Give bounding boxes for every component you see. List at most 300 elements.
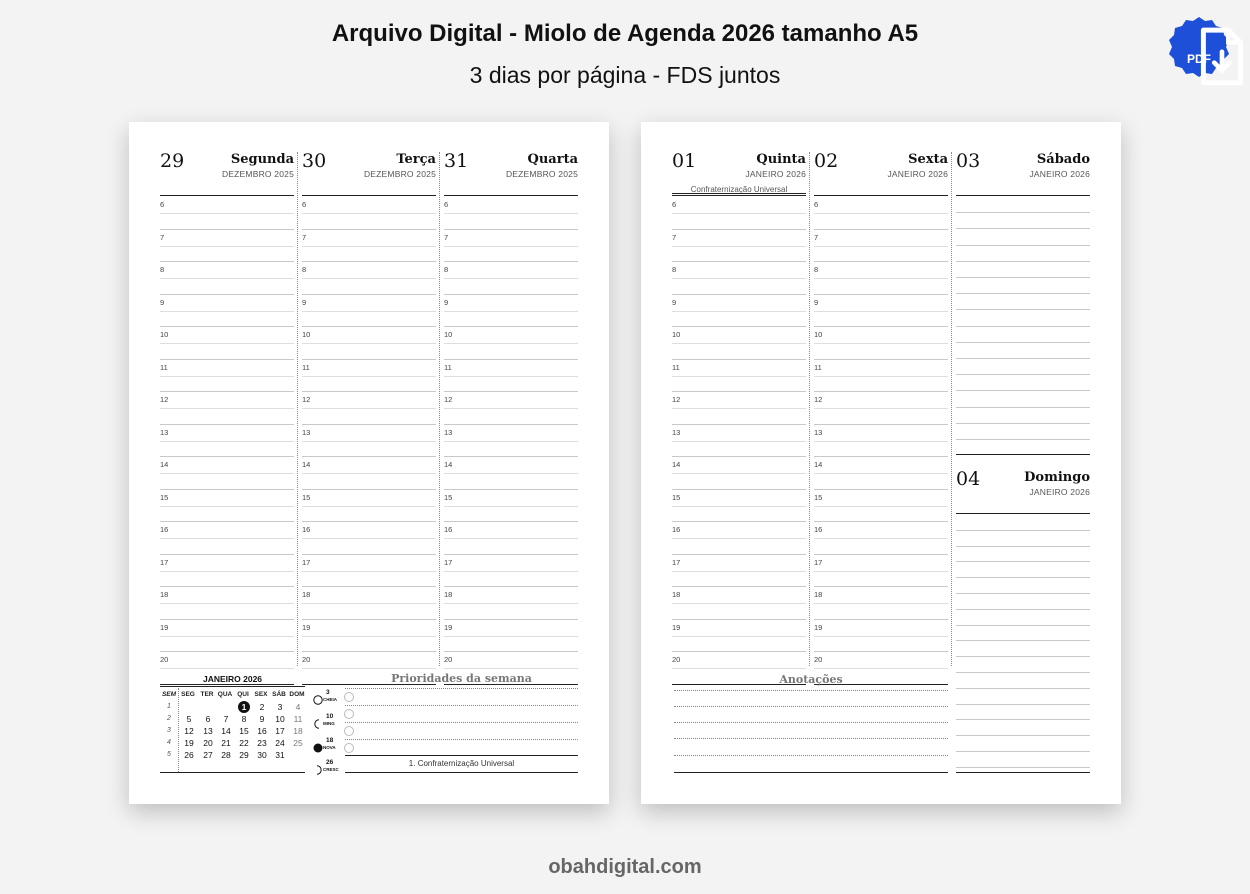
moon-day: 18 <box>326 737 334 744</box>
note-line[interactable] <box>956 640 1090 641</box>
hour-label: 20 <box>302 655 311 664</box>
half-hour-line <box>814 668 948 669</box>
hour-slot[interactable] <box>444 587 578 620</box>
hour-slot[interactable] <box>814 490 948 523</box>
hour-label: 15 <box>302 492 311 502</box>
half-hour-line <box>302 571 436 572</box>
hour-label: 19 <box>302 622 311 632</box>
day-column <box>814 122 948 682</box>
hour-slot[interactable] <box>444 555 578 588</box>
calendar-day[interactable]: 8 <box>241 714 247 724</box>
half-hour-line <box>160 538 294 539</box>
day-header <box>302 150 436 196</box>
half-hour-line <box>302 408 436 409</box>
hour-label: 10 <box>444 330 453 339</box>
hour-slot[interactable] <box>444 457 578 490</box>
hour-slot[interactable] <box>444 262 578 295</box>
month-label: DEZEMBRO 2025 <box>505 169 578 179</box>
note-line[interactable] <box>956 546 1090 547</box>
hour-slot[interactable] <box>672 587 806 620</box>
half-hour-line <box>302 376 436 377</box>
half-hour-line <box>160 636 294 637</box>
half-hour-line <box>444 278 578 279</box>
calendar-day[interactable]: 12 <box>184 726 194 736</box>
hour-label: 7 <box>444 232 449 242</box>
hour-slot[interactable] <box>160 457 294 490</box>
day-number: 30 <box>302 150 327 172</box>
day-number: 02 <box>814 150 839 172</box>
holiday-rule <box>672 193 806 194</box>
hour-label: 15 <box>444 492 453 502</box>
half-hour-line <box>302 603 436 604</box>
hour-slot[interactable] <box>302 197 436 230</box>
hour-label: 15 <box>160 492 169 502</box>
note-line[interactable] <box>956 342 1090 343</box>
half-hour-line <box>444 668 578 669</box>
note-line[interactable] <box>956 358 1090 359</box>
hour-slot[interactable] <box>302 392 436 425</box>
hour-label: 6 <box>672 200 677 209</box>
calendar-day[interactable]: 11 <box>293 714 303 724</box>
half-hour-line <box>444 408 578 409</box>
note-line[interactable] <box>956 212 1090 213</box>
half-hour-line <box>160 213 294 214</box>
hour-slot[interactable] <box>160 360 294 393</box>
hour-slot[interactable] <box>814 457 948 490</box>
half-hour-line <box>160 408 294 409</box>
hour-label: 8 <box>160 265 165 274</box>
half-hour-line <box>302 538 436 539</box>
note-line[interactable] <box>956 374 1090 375</box>
calendar-day[interactable]: 4 <box>295 702 301 712</box>
hour-slot[interactable] <box>814 295 948 328</box>
half-hour-line <box>672 278 806 279</box>
moon-label: CHEIA <box>323 697 338 702</box>
hour-label: 8 <box>444 265 449 274</box>
hour-slot[interactable] <box>160 392 294 425</box>
hour-label: 19 <box>814 622 823 632</box>
day-header <box>444 150 578 196</box>
half-hour-line <box>444 506 578 507</box>
hour-label: 9 <box>160 297 165 307</box>
calendar-day[interactable]: 21 <box>221 738 231 748</box>
half-hour-line <box>160 376 294 377</box>
half-hour-line <box>814 441 948 442</box>
calendar-day[interactable]: 19 <box>184 738 194 748</box>
half-hour-line <box>444 538 578 539</box>
hour-label: 15 <box>814 492 823 502</box>
half-hour-line <box>160 441 294 442</box>
hour-slot[interactable] <box>302 457 436 490</box>
calendar-day[interactable]: 23 <box>257 738 267 748</box>
calendar-day[interactable]: 29 <box>239 750 249 760</box>
hour-label: 19 <box>160 622 169 632</box>
calendar-day[interactable]: 2 <box>259 702 265 712</box>
calendar-day[interactable]: 9 <box>259 714 265 724</box>
half-hour-line <box>814 538 948 539</box>
hour-slot[interactable] <box>160 490 294 523</box>
hour-slot[interactable] <box>814 392 948 425</box>
hour-slot[interactable] <box>302 555 436 588</box>
hour-slot[interactable] <box>160 587 294 620</box>
hour-slot[interactable] <box>160 522 294 555</box>
mini-calendar-rule <box>160 686 305 687</box>
moon-day: 10 <box>326 713 334 720</box>
half-hour-line <box>302 343 436 344</box>
half-hour-line <box>302 213 436 214</box>
hour-slot[interactable] <box>160 620 294 653</box>
calendar-day[interactable]: 14 <box>221 726 231 736</box>
hour-label: 14 <box>814 460 823 469</box>
half-hour-line <box>444 213 578 214</box>
hour-slot[interactable] <box>672 360 806 393</box>
calendar-day[interactable]: 1 <box>241 702 247 712</box>
moon-label: CRESC <box>323 767 339 772</box>
waning-moon-icon <box>313 716 323 726</box>
week-number: 2 <box>167 715 171 722</box>
column-divider <box>297 152 298 666</box>
hour-slot[interactable] <box>302 490 436 523</box>
half-hour-line <box>814 311 948 312</box>
hour-label: 17 <box>302 557 311 567</box>
weekday-header: SEG <box>181 691 195 698</box>
note-line[interactable] <box>956 423 1090 424</box>
hour-label: 12 <box>444 395 453 404</box>
hour-slot[interactable] <box>814 197 948 230</box>
sunday-bottom-rule <box>956 772 1090 773</box>
notes-line[interactable] <box>674 738 948 739</box>
half-hour-line <box>160 246 294 247</box>
priority-line[interactable] <box>345 705 578 706</box>
notes-title: Anotações <box>779 673 843 686</box>
hour-label: 11 <box>814 362 822 372</box>
calendar-day[interactable]: 27 <box>203 750 213 760</box>
half-hour-line <box>814 473 948 474</box>
half-hour-line <box>302 473 436 474</box>
day-number: 03 <box>956 150 981 172</box>
half-hour-line <box>814 246 948 247</box>
note-line[interactable] <box>956 561 1090 562</box>
hour-label: 14 <box>444 460 453 469</box>
half-hour-line <box>302 311 436 312</box>
hour-label: 7 <box>814 232 819 242</box>
half-hour-line <box>302 246 436 247</box>
moon-label: MING <box>323 721 335 726</box>
weekday-name: Sexta <box>908 152 948 167</box>
hour-slot[interactable] <box>814 360 948 393</box>
hour-label: 18 <box>814 590 823 599</box>
priority-checkbox[interactable] <box>344 692 354 702</box>
half-hour-line <box>302 278 436 279</box>
note-line[interactable] <box>956 609 1090 610</box>
hour-slot[interactable] <box>302 230 436 263</box>
hour-slot[interactable] <box>302 425 436 458</box>
hour-slot[interactable] <box>672 425 806 458</box>
hour-slot[interactable] <box>814 555 948 588</box>
column-divider <box>809 152 810 666</box>
hour-slot[interactable] <box>444 197 578 230</box>
weekday-name: Quinta <box>756 152 806 167</box>
notes-line[interactable] <box>674 690 948 691</box>
weekday-header: QUA <box>217 691 233 698</box>
priority-checkbox[interactable] <box>344 726 354 736</box>
hour-label: 10 <box>302 330 311 339</box>
hour-slot[interactable] <box>160 295 294 328</box>
note-line[interactable] <box>956 277 1090 278</box>
hour-slot[interactable] <box>302 360 436 393</box>
hour-slot[interactable] <box>302 327 436 360</box>
hour-label: 17 <box>672 557 681 567</box>
weekday-header: SÁB <box>272 691 286 698</box>
calendar-day[interactable]: 3 <box>277 702 283 712</box>
note-line[interactable] <box>956 656 1090 657</box>
priority-line[interactable] <box>345 722 578 723</box>
hour-label: 6 <box>160 200 165 209</box>
page-subtitle: 3 dias por página - FDS juntos <box>469 62 781 88</box>
hour-slot[interactable] <box>814 522 948 555</box>
week-label: SEM <box>161 691 177 698</box>
day-number: 31 <box>444 150 469 172</box>
note-line[interactable] <box>956 751 1090 752</box>
hour-slot[interactable] <box>444 490 578 523</box>
hour-slot[interactable] <box>160 327 294 360</box>
half-hour-line <box>160 278 294 279</box>
note-line[interactable] <box>956 261 1090 262</box>
footer-site[interactable]: obahdigital.com <box>548 856 702 878</box>
priority-line[interactable] <box>345 739 578 740</box>
mini-calendar-bottom-rule <box>160 772 305 773</box>
hour-label: 10 <box>672 330 681 339</box>
hour-slot[interactable] <box>672 457 806 490</box>
calendar-day[interactable]: 6 <box>205 714 211 724</box>
hour-label: 16 <box>814 525 823 534</box>
half-hour-line <box>672 538 806 539</box>
hour-slot[interactable] <box>444 230 578 263</box>
hour-slot[interactable] <box>814 230 948 263</box>
note-line[interactable] <box>956 407 1090 408</box>
hour-slot[interactable] <box>672 490 806 523</box>
half-hour-line <box>814 571 948 572</box>
half-hour-line <box>160 571 294 572</box>
day-column <box>302 122 436 682</box>
hour-slot[interactable] <box>672 262 806 295</box>
weekday-header: QUI <box>237 691 249 698</box>
note-line[interactable] <box>956 735 1090 736</box>
hour-slot[interactable] <box>160 425 294 458</box>
column-divider <box>951 152 952 666</box>
hour-label: 7 <box>302 232 307 242</box>
note-line[interactable] <box>956 719 1090 720</box>
calendar-day[interactable]: 26 <box>184 750 194 760</box>
hour-label: 10 <box>814 330 823 339</box>
hour-label: 14 <box>160 460 169 469</box>
priority-checkbox[interactable] <box>344 709 354 719</box>
hour-slot[interactable] <box>444 522 578 555</box>
calendar-day[interactable]: 15 <box>239 726 249 736</box>
month-label: JANEIRO 2026 <box>1029 487 1090 497</box>
week-number: 3 <box>167 727 171 734</box>
hour-slot[interactable] <box>672 620 806 653</box>
hour-slot[interactable] <box>302 620 436 653</box>
hour-label: 8 <box>302 265 307 274</box>
half-hour-line <box>672 311 806 312</box>
hour-slot[interactable] <box>444 620 578 653</box>
hour-label: 20 <box>160 655 169 664</box>
half-hour-line <box>444 603 578 604</box>
hour-slot[interactable] <box>444 360 578 393</box>
half-hour-line <box>672 636 806 637</box>
calendar-day[interactable]: 28 <box>221 750 231 760</box>
hour-label: 15 <box>672 492 681 502</box>
hour-label: 17 <box>444 557 453 567</box>
hour-label: 18 <box>302 590 311 599</box>
hour-slot[interactable] <box>814 425 948 458</box>
hour-label: 6 <box>814 200 819 209</box>
month-label: DEZEMBRO 2025 <box>221 169 294 179</box>
mini-calendar-title: JANEIRO 2026 <box>202 674 263 684</box>
calendar-day[interactable]: 16 <box>257 726 267 736</box>
waxing-moon-icon <box>313 762 323 772</box>
note-line[interactable] <box>956 672 1090 673</box>
hour-slot[interactable] <box>814 587 948 620</box>
hour-slot[interactable] <box>814 262 948 295</box>
holiday-label: Confraternização Universal <box>690 185 788 194</box>
hour-slot[interactable] <box>160 262 294 295</box>
hour-slot[interactable] <box>672 555 806 588</box>
note-line[interactable] <box>956 625 1090 626</box>
hour-label: 13 <box>814 427 823 437</box>
hour-label: 11 <box>302 362 310 372</box>
hour-slot[interactable] <box>160 230 294 263</box>
half-hour-line <box>302 636 436 637</box>
calendar-day[interactable]: 31 <box>275 750 285 760</box>
notes-bottom-rule <box>674 772 948 773</box>
day-header <box>956 468 1090 514</box>
week-number: 1 <box>167 703 171 710</box>
note-line[interactable] <box>956 228 1090 229</box>
weekday-header: DOM <box>289 691 305 698</box>
half-hour-line <box>814 213 948 214</box>
hour-slot[interactable] <box>814 327 948 360</box>
half-hour-line <box>444 246 578 247</box>
calendar-day[interactable]: 25 <box>293 738 303 748</box>
notes-line[interactable] <box>674 722 948 723</box>
note-line[interactable] <box>956 530 1090 531</box>
note-line[interactable] <box>956 577 1090 578</box>
hour-slot[interactable] <box>160 555 294 588</box>
hour-slot[interactable] <box>672 197 806 230</box>
hour-slot[interactable] <box>302 262 436 295</box>
moon-label: NOVA <box>323 745 336 750</box>
half-hour-line <box>672 246 806 247</box>
note-line[interactable] <box>956 593 1090 594</box>
half-hour-line <box>160 473 294 474</box>
half-hour-line <box>160 343 294 344</box>
hour-slot[interactable] <box>672 327 806 360</box>
calendar-day[interactable]: 13 <box>203 726 213 736</box>
calendar-day[interactable]: 17 <box>275 726 285 736</box>
half-hour-line <box>444 571 578 572</box>
hour-label: 9 <box>814 297 819 307</box>
priority-checkbox[interactable] <box>344 743 354 753</box>
note-line[interactable] <box>956 688 1090 689</box>
right-planner-page <box>641 122 1121 804</box>
calendar-day[interactable]: 24 <box>275 738 285 748</box>
hour-label: 12 <box>672 395 681 404</box>
hour-slot[interactable] <box>444 425 578 458</box>
day-column <box>956 440 1090 780</box>
hour-slot[interactable] <box>814 620 948 653</box>
hour-label: 9 <box>302 297 307 307</box>
hour-label: 17 <box>160 557 169 567</box>
note-line[interactable] <box>956 390 1090 391</box>
priority-line[interactable] <box>345 688 578 689</box>
calendar-day[interactable]: 7 <box>223 714 229 724</box>
note-line[interactable] <box>956 245 1090 246</box>
note-line[interactable] <box>956 293 1090 294</box>
hour-slot[interactable] <box>444 327 578 360</box>
note-line[interactable] <box>956 309 1090 310</box>
weekday-name: Domingo <box>1024 470 1090 485</box>
hour-label: 18 <box>160 590 169 599</box>
calendar-day[interactable]: 5 <box>186 714 192 724</box>
hour-label: 13 <box>302 427 311 437</box>
hour-label: 7 <box>160 232 165 242</box>
month-label: DEZEMBRO 2025 <box>363 169 436 179</box>
hour-label: 13 <box>160 427 169 437</box>
hour-slot[interactable] <box>672 522 806 555</box>
notes-line[interactable] <box>674 706 948 707</box>
hour-label: 6 <box>444 200 449 209</box>
hour-slot[interactable] <box>672 230 806 263</box>
hour-label: 18 <box>444 590 453 599</box>
calendar-day[interactable]: 18 <box>293 726 303 736</box>
hour-slot[interactable] <box>160 197 294 230</box>
hour-slot[interactable] <box>302 522 436 555</box>
hour-label: 13 <box>444 427 453 437</box>
half-hour-line <box>814 278 948 279</box>
hour-label: 11 <box>672 362 680 372</box>
note-line[interactable] <box>956 326 1090 327</box>
hour-slot[interactable] <box>302 295 436 328</box>
hour-slot[interactable] <box>302 587 436 620</box>
calendar-day[interactable]: 10 <box>275 714 285 724</box>
note-line[interactable] <box>956 767 1090 768</box>
notes-line[interactable] <box>674 755 948 756</box>
hour-slot[interactable] <box>672 392 806 425</box>
pdf-badge[interactable] <box>1168 16 1230 78</box>
hour-slot[interactable] <box>444 295 578 328</box>
hour-label: 20 <box>672 655 681 664</box>
calendar-day[interactable]: 30 <box>257 750 267 760</box>
half-hour-line <box>672 408 806 409</box>
hour-slot[interactable] <box>672 295 806 328</box>
half-hour-line <box>672 668 806 669</box>
half-hour-line <box>814 636 948 637</box>
half-hour-line <box>672 603 806 604</box>
half-hour-line <box>302 441 436 442</box>
calendar-day[interactable]: 22 <box>239 738 249 748</box>
hour-label: 13 <box>672 427 681 437</box>
half-hour-line <box>444 441 578 442</box>
hour-label: 14 <box>672 460 681 469</box>
note-line[interactable] <box>956 704 1090 705</box>
weekday-header: TER <box>200 691 214 698</box>
hour-slot[interactable] <box>444 392 578 425</box>
hour-label: 12 <box>814 395 823 404</box>
hour-label: 9 <box>444 297 449 307</box>
calendar-day[interactable]: 20 <box>203 738 213 748</box>
